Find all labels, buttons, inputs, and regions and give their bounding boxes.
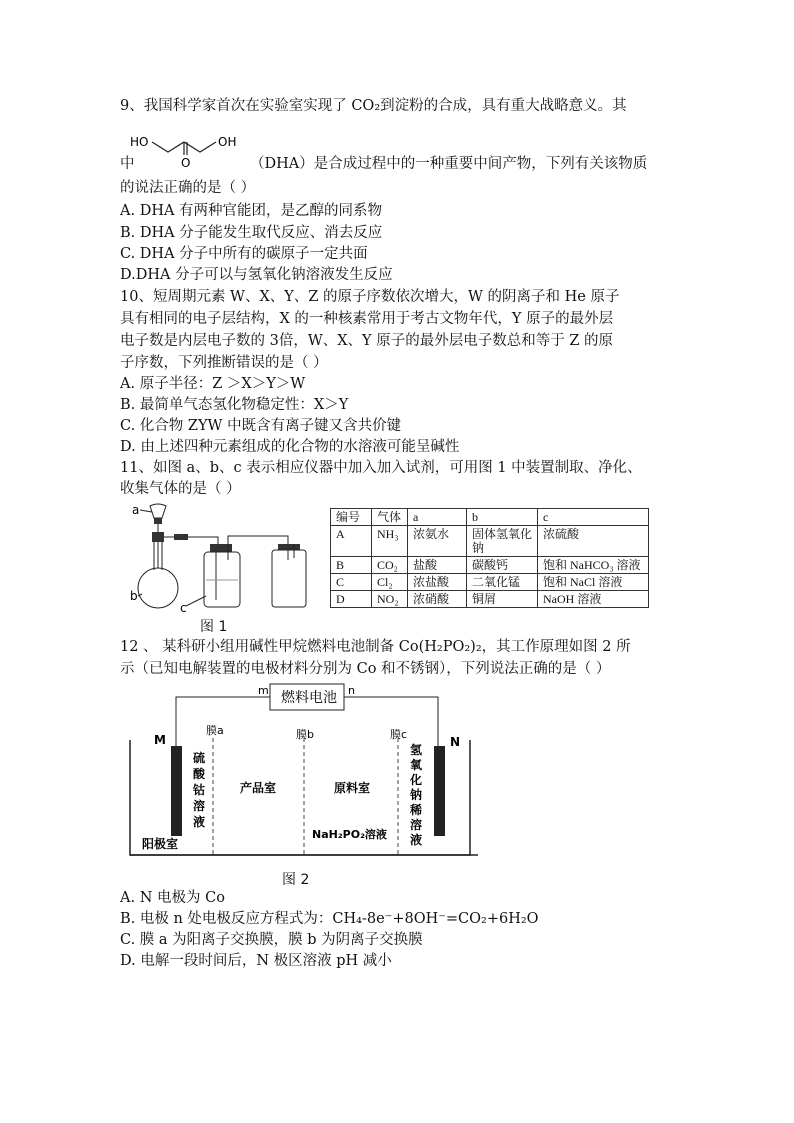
table-cell: CO₂ xyxy=(372,557,408,574)
q10-option-c: C. 化合物 ZYW 中既含有离子键又含共价键 xyxy=(120,418,402,434)
table-cell: 浓硝酸 xyxy=(408,591,467,608)
table-header-cell: 编号 xyxy=(331,509,372,526)
right-solution-char: 溶 xyxy=(410,818,423,832)
q12-option-a: A. N 电极为 Co xyxy=(120,890,225,906)
table-cell: 碳酸钙 xyxy=(467,557,538,574)
anode-room-label: 阳极室 xyxy=(142,837,179,851)
table-header-row xyxy=(331,509,649,526)
table-header-cell: a xyxy=(408,509,467,526)
table-row xyxy=(331,526,649,557)
right-solution-char: 氧 xyxy=(410,758,423,772)
q10-stem-line2: 具有相同的电子层结构，X 的一种核素常用于考古文物年代，Y 原子的最外层 xyxy=(120,311,614,327)
left-solution-char: 硫 xyxy=(193,751,206,765)
right-solution-char: 稀 xyxy=(410,803,423,817)
left-solution-char: 钴 xyxy=(193,783,206,797)
table-header-cell: b xyxy=(467,509,538,526)
membrane-b-label: 膜b xyxy=(296,728,314,741)
q9-stem-line2: （DHA）是合成过程中的一种重要中间产物，下列有关该物质 xyxy=(250,156,648,172)
q9-option-c: C. DHA 分子中所有的碳原子一定共面 xyxy=(120,246,368,262)
table-row xyxy=(331,557,649,574)
q12-stem-line2: 示（已知电解装置的电极材料分别为 Co 和不锈钢），下列说法正确的是（ ） xyxy=(120,661,611,677)
label-c: c xyxy=(180,601,187,615)
label-a: a xyxy=(132,503,140,517)
table-cell: B xyxy=(331,557,372,574)
table-header-cell: 气体 xyxy=(372,509,408,526)
table-cell: NO₂ xyxy=(372,591,408,608)
electrolysis-figure xyxy=(118,680,478,865)
q12-option-c: C. 膜 a 为阳离子交换膜，膜 b 为阴离子交换膜 xyxy=(120,932,423,948)
label-b: b xyxy=(130,589,138,603)
dha-oh-label: OH xyxy=(218,135,237,149)
right-solution-char: 化 xyxy=(410,773,423,787)
right-solution-char: 钠 xyxy=(410,788,423,802)
raw-room-label: 原料室 xyxy=(334,781,371,795)
right-solution-char: 液 xyxy=(410,833,423,847)
q10-option-d: D. 由上述四种元素组成的化合物的水溶液可能呈碱性 xyxy=(120,439,460,455)
left-solution-char: 液 xyxy=(193,815,206,829)
q12-option-b: B. 电极 n 处电极反应方程式为：CH₄-8e⁻+8OH⁻=CO₂+6H₂O xyxy=(120,911,539,927)
dha-structure xyxy=(128,128,248,168)
electrode-n-label: N xyxy=(450,735,461,749)
q10-option-b: B. 最简单气态氢化物稳定性：X＞Y xyxy=(120,397,349,413)
table-cell: 铜屑 xyxy=(467,591,538,608)
table-cell: NaOH 溶液 xyxy=(538,591,649,608)
table-cell: D xyxy=(331,591,372,608)
table-cell: 饱和 NaCl 溶液 xyxy=(538,574,649,591)
q10-stem-line1: 10、短周期元素 W、X、Y、Z 的原子序数依次增大，W 的阴离子和 He 原子 xyxy=(120,289,620,305)
figure2-caption: 图 2 xyxy=(282,872,310,888)
q10-stem-line3: 电子数是内层电子数的 3倍，W、X、Y 原子的最外层电子数总和等于 Z 的原 xyxy=(120,333,614,349)
left-solution-char: 酸 xyxy=(193,767,206,781)
q12-option-d: D. 电解一段时间后，N 极区溶液 pH 减小 xyxy=(120,953,392,969)
terminal-n-label: n xyxy=(348,684,355,697)
reagent-table xyxy=(330,508,649,608)
figure1-caption: 图 1 xyxy=(200,619,228,635)
table-cell: 浓氨水 xyxy=(408,526,467,557)
table-cell: 盐酸 xyxy=(408,557,467,574)
table-cell: 二氧化锰 xyxy=(467,574,538,591)
q10-option-a: A. 原子半径：Z ＞X＞Y＞W xyxy=(120,376,306,392)
q9-option-a: A. DHA 有两种官能团，是乙醇的同系物 xyxy=(120,203,383,219)
dha-ho-label: HO xyxy=(130,135,149,149)
table-cell: NH₃ xyxy=(372,526,408,557)
table-cell: 浓硫酸 xyxy=(538,526,649,557)
raw-solution-label: NaH₂PO₂溶液 xyxy=(312,828,387,841)
product-room-label: 产品室 xyxy=(240,781,277,795)
left-solution-char: 溶 xyxy=(193,799,206,813)
dha-o-label: O xyxy=(181,156,191,168)
apparatus-figure xyxy=(128,500,328,615)
q10-stem-line4: 子序数，下列推断错误的是（ ） xyxy=(120,355,328,371)
q11-stem-line1: 11、如图 a、b、c 表示相应仪器中加入加入试剂，可用图 1 中装置制取、净化、 xyxy=(120,460,642,476)
table-cell: C xyxy=(331,574,372,591)
q9-stem-line2-prefix: 中 xyxy=(120,156,135,172)
table-row xyxy=(331,574,649,591)
q12-stem-line1: 12 、 某科研小组用碱性甲烷燃料电池制备 Co(H₂PO₂)₂，其工作原理如图 2 所 xyxy=(120,639,631,655)
q9-option-d: D.DHA 分子可以与氢氧化钠溶液发生反应 xyxy=(120,267,393,283)
q9-stem-line3: 的说法正确的是（ ） xyxy=(120,180,256,196)
fuel-cell-label: 燃料电池 xyxy=(281,690,337,706)
membrane-c-label: 膜c xyxy=(390,728,408,741)
table-row xyxy=(331,591,649,608)
terminal-m-label: m xyxy=(258,684,269,697)
q11-stem-line2: 收集气体的是（ ） xyxy=(120,481,241,497)
table-cell: Cl₂ xyxy=(372,574,408,591)
q9-option-b: B. DHA 分子能发生取代反应、消去反应 xyxy=(120,225,383,241)
table-cell: A xyxy=(331,526,372,557)
membrane-a-label: 膜a xyxy=(206,724,224,737)
electrode-m-label: M xyxy=(154,733,166,747)
table-cell: 浓盐酸 xyxy=(408,574,467,591)
right-solution-char: 氢 xyxy=(410,743,423,757)
q9-stem-line1: 9、我国科学家首次在实验室实现了 CO₂到淀粉的合成，具有重大战略意义。其 xyxy=(120,98,627,114)
table-cell: 固体氢氧化钠 xyxy=(467,526,538,557)
table-cell: 饱和 NaHCO₃ 溶液 xyxy=(538,557,649,574)
table-header-cell: c xyxy=(538,509,649,526)
